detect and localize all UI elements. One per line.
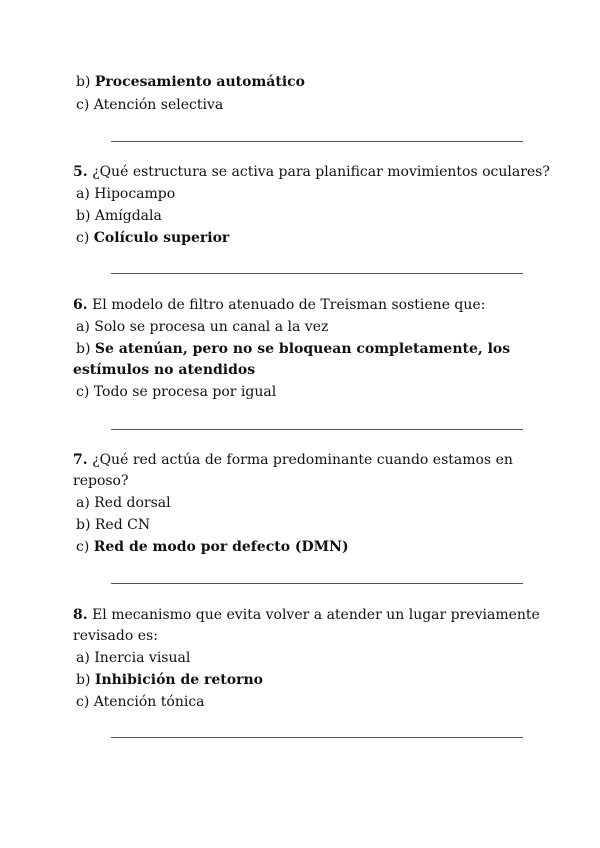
question-number: 6. xyxy=(73,297,88,313)
option-text: Red CN xyxy=(94,517,151,533)
question-7-line-1 xyxy=(73,451,513,469)
option-8-c xyxy=(76,693,205,711)
question-text: revisado es: xyxy=(73,628,158,644)
option-6-c xyxy=(76,383,276,401)
option-prefix: a) xyxy=(76,186,90,202)
option-6-b xyxy=(76,340,510,358)
option-text: Inercia visual xyxy=(94,650,191,666)
divider xyxy=(111,429,523,430)
option-prefix: c) xyxy=(76,539,90,555)
option-6-a xyxy=(76,318,328,336)
option-text: Procesamiento automático xyxy=(94,74,305,90)
question-8-line-2 xyxy=(73,627,158,645)
option-text: Inhibición de retorno xyxy=(94,672,264,688)
option-prefix: b) xyxy=(76,208,91,224)
question-number: 8. xyxy=(73,607,88,623)
option-prefix: b) xyxy=(76,672,91,688)
divider xyxy=(111,737,523,738)
option-text: Se atenúan, pero no se bloquean completamente, los xyxy=(94,341,511,357)
question-8-line-1 xyxy=(73,606,540,624)
question-text: ¿Qué red actúa de forma predominante cuando estamos en xyxy=(92,452,513,468)
option-prefix: c) xyxy=(76,97,90,113)
option-8-a xyxy=(76,649,190,667)
divider xyxy=(111,141,523,142)
option-4-b xyxy=(76,73,305,91)
option-7-c xyxy=(76,538,349,556)
option-text: Red de modo por defecto (DMN) xyxy=(93,539,349,555)
option-7-a xyxy=(76,494,171,512)
option-text: Todo se procesa por igual xyxy=(93,384,277,400)
option-6-b-continuation xyxy=(73,361,255,379)
option-text: Solo se procesa un canal a la vez xyxy=(94,319,329,335)
option-text: Hipocampo xyxy=(94,186,176,202)
option-text: Red dorsal xyxy=(94,495,171,511)
option-5-b xyxy=(76,207,162,225)
option-7-b xyxy=(76,516,150,534)
question-number: 5. xyxy=(73,164,88,180)
option-text: estímulos no atendidos xyxy=(73,362,256,378)
option-5-a xyxy=(76,185,175,203)
option-prefix: a) xyxy=(76,650,90,666)
question-text: El modelo de filtro atenuado de Treisman sostiene que: xyxy=(92,297,486,313)
option-prefix: c) xyxy=(76,384,90,400)
option-text: Atención selectiva xyxy=(93,97,224,113)
option-prefix: a) xyxy=(76,495,90,511)
option-prefix: c) xyxy=(76,694,90,710)
option-5-c xyxy=(76,229,229,247)
divider xyxy=(111,273,523,274)
option-prefix: c) xyxy=(76,230,90,246)
option-prefix: b) xyxy=(76,517,91,533)
option-prefix: a) xyxy=(76,319,90,335)
question-5-line-1 xyxy=(73,163,550,181)
option-text: Colículo superior xyxy=(93,230,230,246)
question-text: reposo? xyxy=(73,473,129,489)
option-prefix: b) xyxy=(76,74,91,90)
option-prefix: b) xyxy=(76,341,91,357)
divider xyxy=(111,583,523,584)
question-7-line-2 xyxy=(73,472,129,490)
question-text: ¿Qué estructura se activa para planificar movimientos oculares? xyxy=(92,164,550,180)
question-6-line-1 xyxy=(73,296,485,314)
option-8-b xyxy=(76,671,263,689)
option-4-c xyxy=(76,96,223,114)
question-number: 7. xyxy=(73,452,88,468)
option-text: Atención tónica xyxy=(93,694,205,710)
option-text: Amígdala xyxy=(94,208,162,224)
question-text: El mecanismo que evita volver a atender un lugar previamente xyxy=(92,607,540,623)
